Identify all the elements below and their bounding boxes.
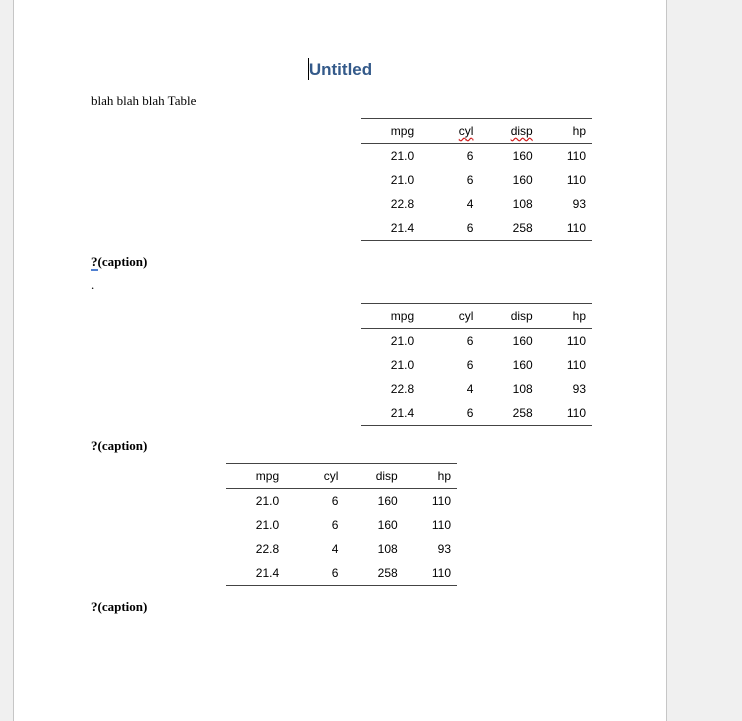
caption-reference-link[interactable]: ? xyxy=(91,254,98,269)
data-table-1 xyxy=(361,118,592,241)
title-text: Untitled xyxy=(308,60,373,79)
cell: 160 xyxy=(512,173,533,187)
cell: 93 xyxy=(572,382,586,396)
header-cyl: cyl xyxy=(279,464,338,489)
data-table-3 xyxy=(226,463,457,586)
cell: 6 xyxy=(331,494,339,508)
table-row xyxy=(361,329,592,354)
cell: 6 xyxy=(466,221,474,235)
header-mpg: mpg xyxy=(361,119,414,144)
document-title[interactable] xyxy=(14,58,666,80)
cell: 21.0 xyxy=(390,334,415,348)
table-row xyxy=(361,144,592,169)
cell: 6 xyxy=(331,518,339,532)
cell: 6 xyxy=(466,358,474,372)
table-row xyxy=(226,537,457,561)
table-header-row xyxy=(226,464,457,489)
cell: 4 xyxy=(466,197,474,211)
cell: 160 xyxy=(377,518,398,532)
header-disp: disp xyxy=(473,304,532,329)
document-page[interactable] xyxy=(13,0,667,721)
period-paragraph[interactable]: . xyxy=(91,277,95,292)
header-disp xyxy=(473,119,532,144)
cell: 21.0 xyxy=(390,173,415,187)
cell: 4 xyxy=(331,542,339,556)
cell: 4 xyxy=(466,382,474,396)
cell: 6 xyxy=(466,406,474,420)
cell: 6 xyxy=(331,566,339,580)
cell: 21.0 xyxy=(255,494,280,508)
table-row xyxy=(361,377,592,401)
cell: 6 xyxy=(466,173,474,187)
cell: 22.8 xyxy=(390,197,415,211)
table-row xyxy=(226,513,457,537)
cell: 22.8 xyxy=(255,542,280,556)
table-caption-2[interactable]: ?(caption) xyxy=(91,438,148,453)
cell: 110 xyxy=(431,518,451,532)
table-row xyxy=(361,168,592,192)
cell: 160 xyxy=(512,358,533,372)
intro-paragraph[interactable]: blah blah blah Table xyxy=(91,93,197,108)
header-hp: hp xyxy=(398,464,457,489)
header-hp: hp xyxy=(533,304,592,329)
cell: 21.0 xyxy=(255,518,280,532)
cell: 258 xyxy=(512,406,533,420)
caption-text: (caption) xyxy=(97,254,148,269)
cell: 21.0 xyxy=(390,358,415,372)
header-disp: disp xyxy=(338,464,397,489)
cell: 21.0 xyxy=(390,149,415,163)
cell: 110 xyxy=(566,221,586,235)
cell: 21.4 xyxy=(255,566,280,580)
cell: 110 xyxy=(431,566,451,580)
header-cyl xyxy=(414,119,473,144)
table-row xyxy=(361,401,592,426)
cell: 160 xyxy=(512,334,533,348)
cell: 21.4 xyxy=(390,221,415,235)
cell: 108 xyxy=(512,197,533,211)
table-row xyxy=(226,561,457,586)
header-mpg: mpg xyxy=(361,304,414,329)
table-row xyxy=(361,216,592,241)
table-caption-3[interactable]: ?(caption) xyxy=(91,599,148,614)
cell: 21.4 xyxy=(390,406,415,420)
cell: 108 xyxy=(377,542,398,556)
cell: 258 xyxy=(512,221,533,235)
header-mpg: mpg xyxy=(226,464,279,489)
cell: 22.8 xyxy=(390,382,415,396)
cell: 108 xyxy=(512,382,533,396)
table-row xyxy=(361,192,592,216)
header-cyl: cyl xyxy=(414,304,473,329)
cell: 6 xyxy=(466,149,474,163)
spellcheck-cyl[interactable]: cyl xyxy=(458,124,474,138)
cell: 110 xyxy=(566,334,586,348)
spellcheck-disp[interactable]: disp xyxy=(510,124,533,138)
header-hp: hp xyxy=(533,119,592,144)
cell: 6 xyxy=(466,334,474,348)
cell: 93 xyxy=(572,197,586,211)
cell: 110 xyxy=(431,494,451,508)
table-header-row xyxy=(361,119,592,144)
table-row xyxy=(226,489,457,514)
cell: 160 xyxy=(377,494,398,508)
cell: 258 xyxy=(377,566,398,580)
cell: 110 xyxy=(566,406,586,420)
cell: 110 xyxy=(566,358,586,372)
table-row xyxy=(361,353,592,377)
cell: 110 xyxy=(566,173,586,187)
table-header-row xyxy=(361,304,592,329)
cell: 160 xyxy=(512,149,533,163)
cell: 93 xyxy=(437,542,451,556)
table-caption-1[interactable] xyxy=(91,254,147,270)
data-table-2 xyxy=(361,303,592,426)
cell: 110 xyxy=(566,149,586,163)
